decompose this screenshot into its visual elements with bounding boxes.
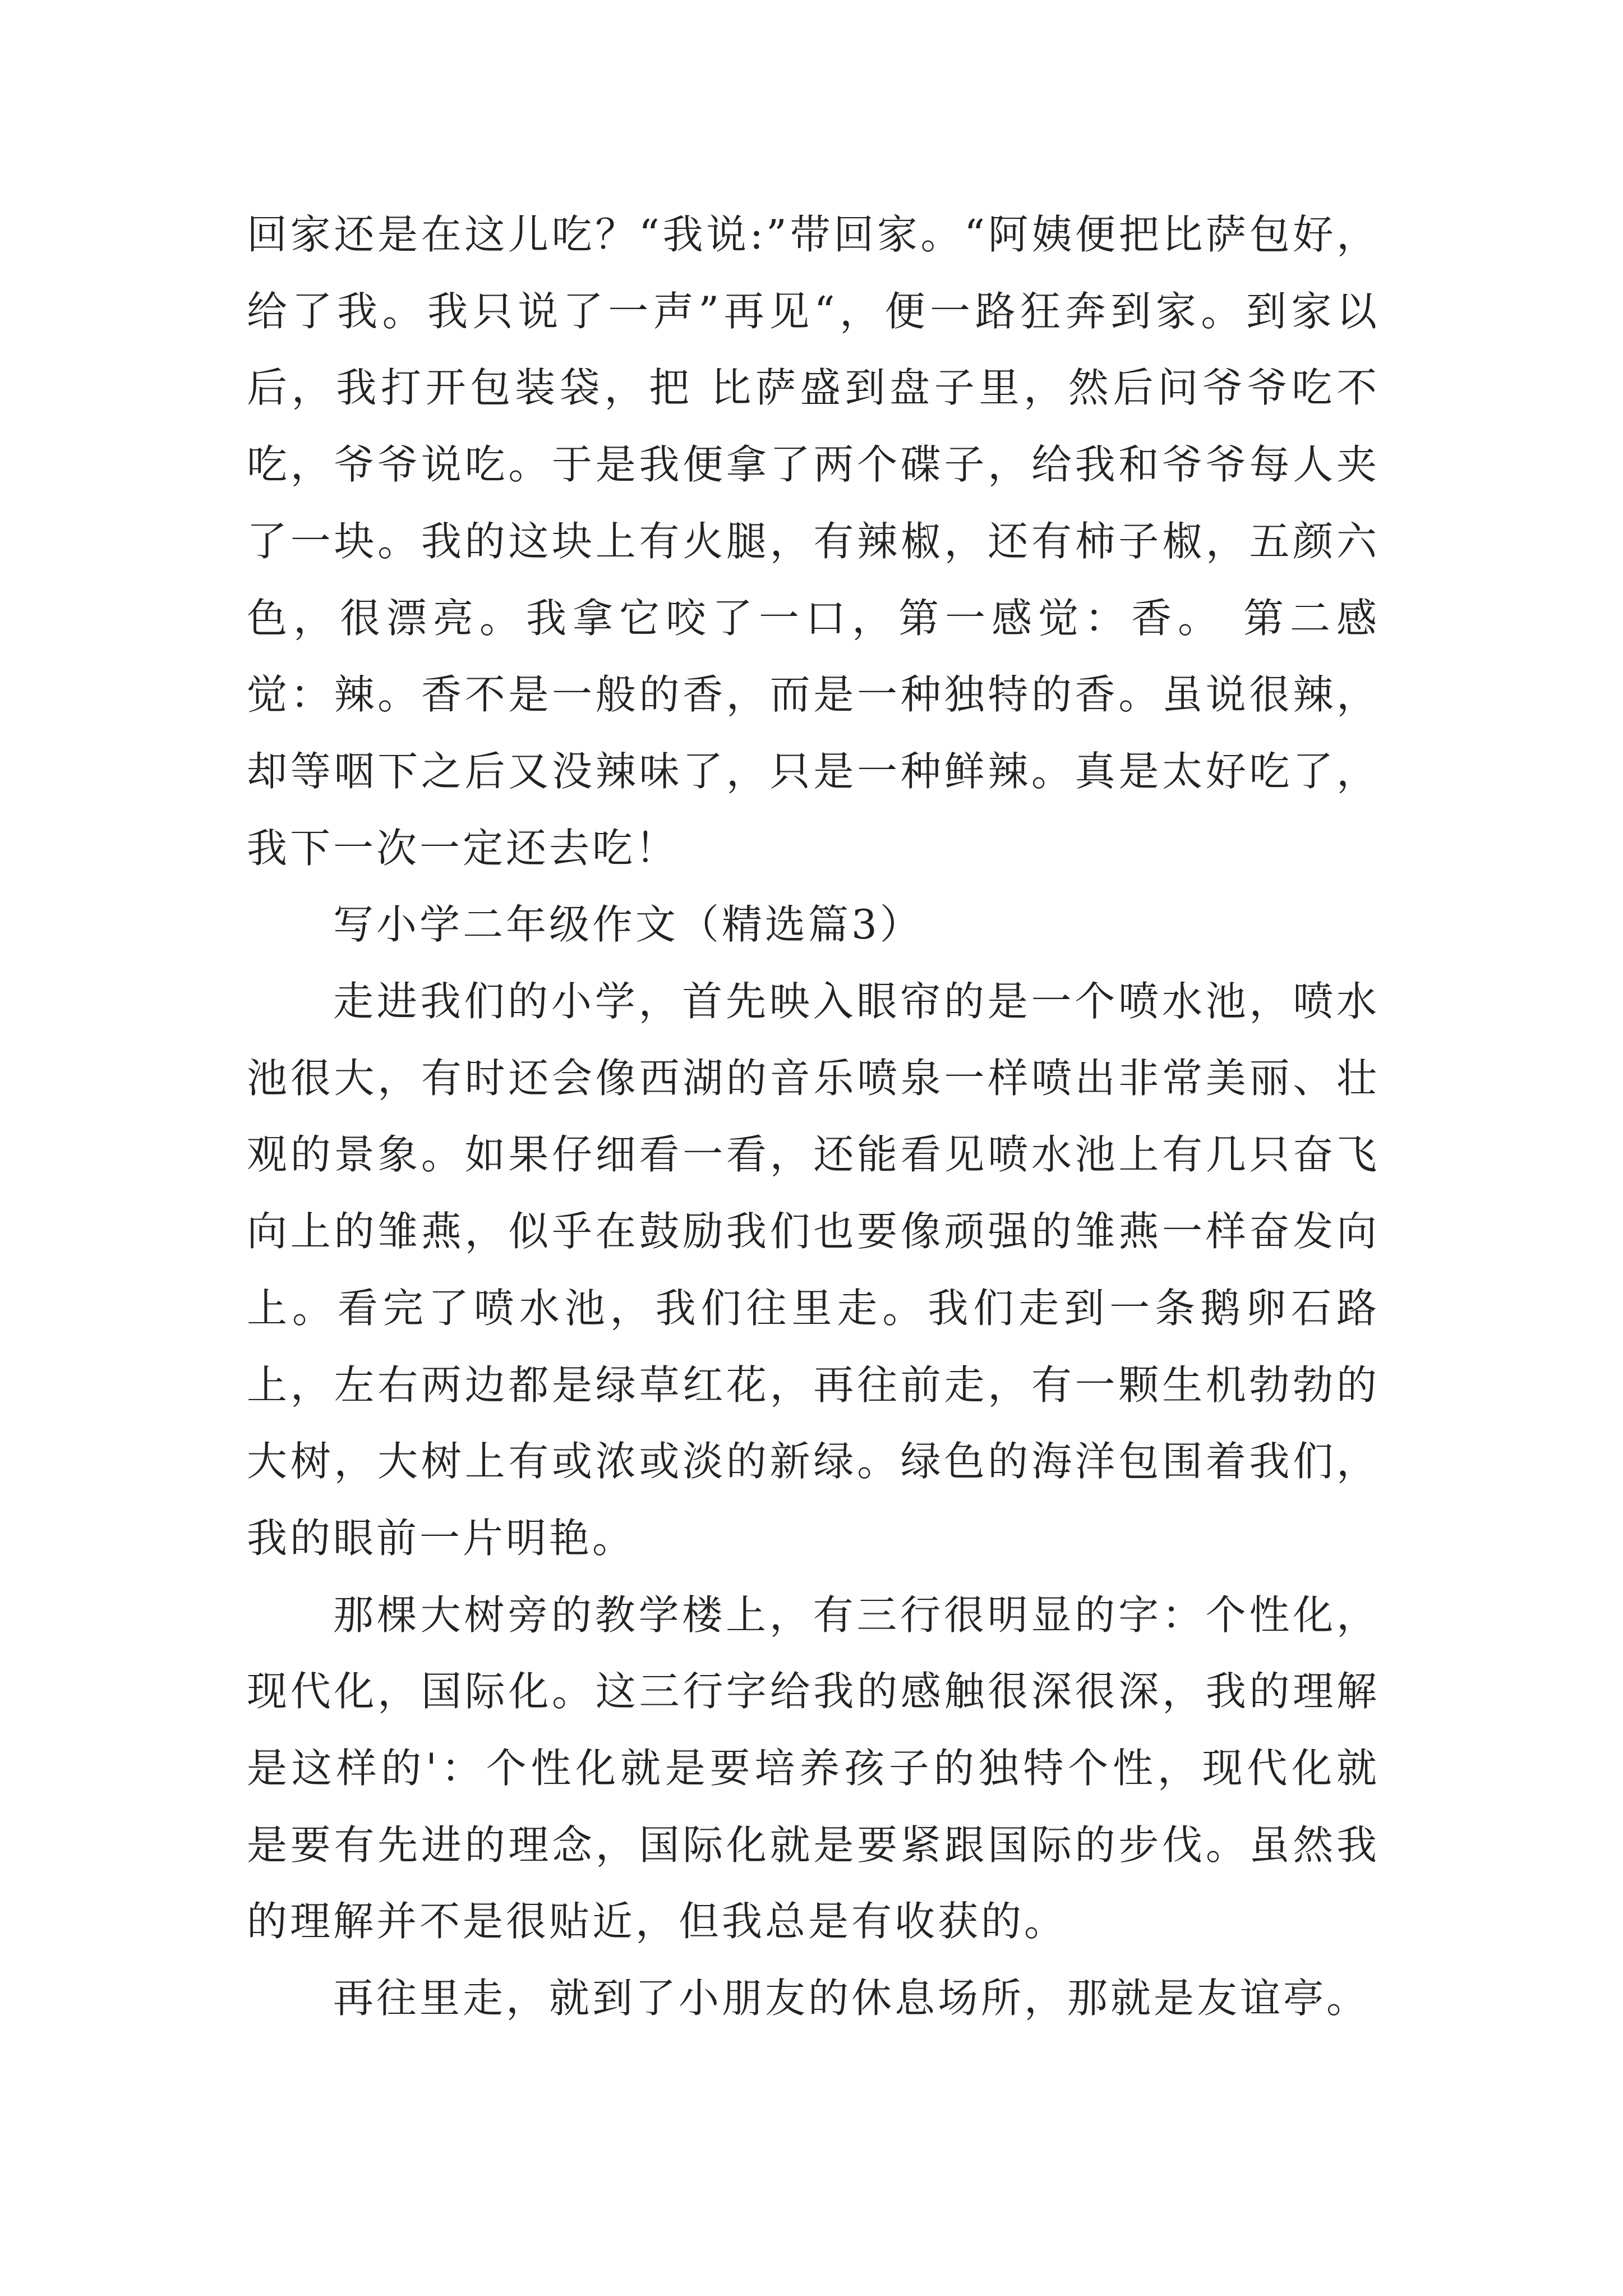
paragraph-friendship-pavilion: 再往里走，就到了小朋友的休息场所，那就是友谊亭。 <box>333 1975 1370 2022</box>
document-body <box>247 196 1380 2037</box>
paragraph-pizza-story: 回家还是在这儿吃？“我说:”带回家。“阿姨便把比萨包好，给了我。我只说了一声”再见“，便一路狂奔到家。到家以后，我打开包装袋，把 比萨盛到盘子里，然后问爷爷吃不吃，爷爷说吃。于是我便拿了两个碟子，给我和爷爷每人夹了一块。我的这块上有火腿，有辣椒，还有柿子椒，五颜六色，很漂亮。我拿它咬了一口，第一感觉：香。 第二感觉：辣。香不是一般的香，而是一种独特的香。虽说很辣，却等咽下之后又没辣味了，只是一种鲜辣。真是太好吃了，我下一次一定还去吃！ <box>247 211 1380 872</box>
paragraph-fountain: 走进我们的小学，首先映入眼帘的是一个喷水池，喷水池很大，有时还会像西湖的音乐喷泉一样喷出非常美丽、壮观的景象。如果仔细看一看，还能看见喷水池上有几只奋飞向上的雏燕，似乎在鼓励我们也要像顽强的雏燕一样奋发向上。看完了喷水池，我们往里走。我们走到一条鹅卵石路上，左右两边都是绿草红花，再往前走，有一颗生机勃勃的大树，大树上有或浓或淡的新绿。绿色的海洋包围着我们，我的眼前一片明艳。 <box>247 978 1380 1562</box>
section-heading: 写小学二年级作文（精选篇3） <box>333 901 923 949</box>
paragraph-teaching-building: 那棵大树旁的教学楼上，有三行很明显的字：个性化，现代化，国际化。这三行字给我的感触很深很深，我的理解是这样的'：个性化就是要培养孩子的独特个性，现代化就是要有先进的理念，国际化就是要紧跟国际的步伐。虽然我的理解并不是很贴近，但我总是有收获的。 <box>247 1591 1380 1945</box>
